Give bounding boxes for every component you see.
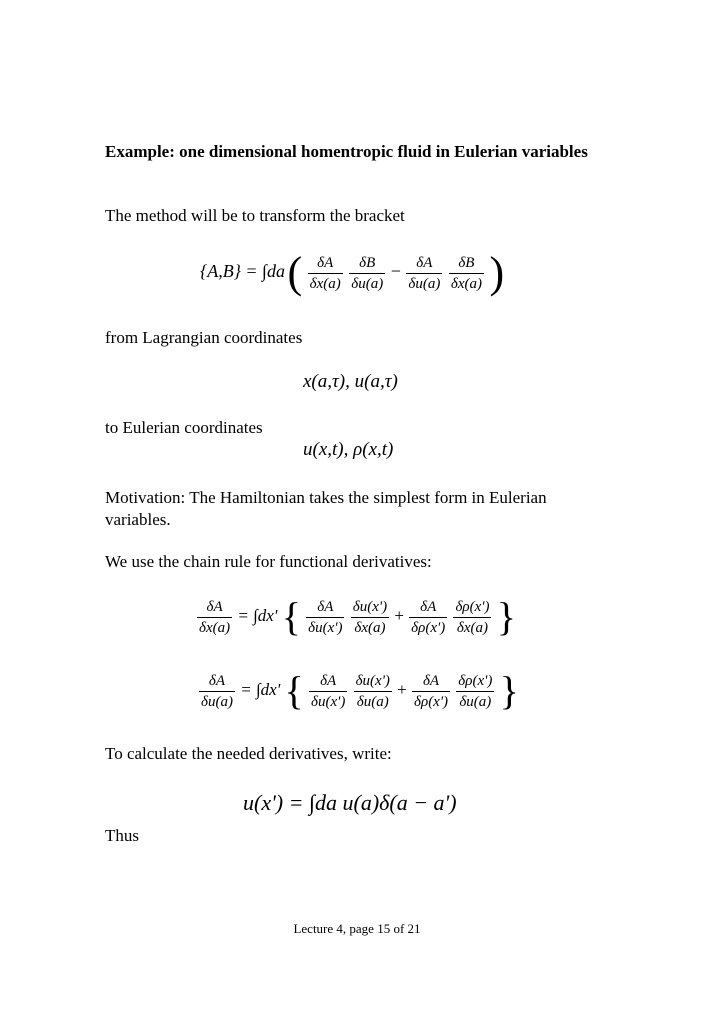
fraction-num: δA <box>206 598 223 615</box>
fraction <box>456 672 494 711</box>
paragraph-motivation: Motivation: The Hamiltonian takes the simplest form in Eulerian variables. <box>105 488 547 529</box>
fraction <box>453 598 491 637</box>
paragraph-calculate: To calculate the needed derivatives, write: <box>105 744 392 763</box>
left-brace: { <box>281 594 301 639</box>
right-brace: } <box>496 594 516 639</box>
fraction-den: δρ(x') <box>409 617 447 637</box>
fraction-den: δx(a) <box>308 273 343 293</box>
fraction-num: δA <box>320 672 337 689</box>
paragraph-method: The method will be to transform the bracket <box>105 206 405 225</box>
fraction-num: δA <box>420 598 437 615</box>
fraction-num: δB <box>359 254 376 271</box>
fraction <box>354 672 392 711</box>
fraction <box>412 672 450 711</box>
fraction-den: δx(a) <box>449 273 484 293</box>
fraction <box>306 598 344 637</box>
right-paren: ) <box>489 248 505 297</box>
fraction-num: δρ(x') <box>458 672 493 689</box>
page-footer: Lecture 4, page 15 of 21 <box>293 921 421 936</box>
paragraph-from: from Lagrangian coordinates <box>105 328 303 347</box>
equation-u-delta: u(x') = ∫da u(a)δ(a − a') <box>243 790 457 815</box>
fraction-num: δρ(x') <box>455 598 490 615</box>
fraction-den: δu(a) <box>456 691 494 711</box>
paragraph-to: to Eulerian coordinates <box>105 418 263 437</box>
fraction-den: δu(a) <box>199 691 235 711</box>
fraction-den: δx(a) <box>453 617 491 637</box>
fraction <box>449 254 484 293</box>
right-brace: } <box>499 668 519 713</box>
fraction <box>309 672 347 711</box>
left-brace: { <box>284 668 304 713</box>
fraction-den: δu(a) <box>406 273 442 293</box>
fraction-den: δρ(x') <box>412 691 450 711</box>
fraction-num: δA <box>208 672 226 689</box>
equation-chain-u <box>198 668 519 714</box>
fraction-den: δu(x') <box>309 691 347 711</box>
fraction-num: δA <box>317 598 334 615</box>
fraction-den: δx(a) <box>351 617 389 637</box>
paragraph-thus: Thus <box>105 826 139 845</box>
equation-lagrangian: x(a,τ), u(a,τ) <box>303 371 398 392</box>
integral-dx: = ∫dx' <box>240 679 281 699</box>
fraction-den: δx(a) <box>197 617 232 637</box>
paragraph-chain-rule: We use the chain rule for functional derivatives: <box>105 552 432 571</box>
fraction <box>406 254 442 293</box>
minus-sign: − <box>390 261 401 282</box>
fraction <box>351 598 389 637</box>
plus-sign: + <box>397 679 407 699</box>
equation-eulerian: u(x,t), ρ(x,t) <box>303 439 394 460</box>
integral-dx: = ∫dx' <box>237 605 278 625</box>
fraction <box>199 672 235 711</box>
fraction-num: δA <box>416 254 433 271</box>
fraction-num: δu(x') <box>352 598 388 615</box>
fraction-den: δu(a) <box>354 691 392 711</box>
fraction <box>308 254 343 293</box>
fraction-num: δu(x') <box>355 672 390 689</box>
equation-bracket <box>200 248 504 298</box>
equation-chain-x <box>196 594 516 640</box>
section-heading: Example: one dimensional homentropic fluid in Eulerian variables <box>105 142 588 161</box>
fraction-num: δB <box>458 254 475 271</box>
fraction-num: δA <box>317 254 334 271</box>
fraction <box>197 598 232 637</box>
fraction-num: δA <box>422 672 440 689</box>
fraction <box>409 598 447 637</box>
fraction <box>349 254 385 293</box>
bracket-lhs: {A,B} = ∫da <box>200 261 285 282</box>
fraction-den: δu(x') <box>306 617 344 637</box>
left-paren: ( <box>287 248 303 297</box>
plus-sign: + <box>394 605 404 625</box>
fraction-den: δu(a) <box>349 273 385 293</box>
